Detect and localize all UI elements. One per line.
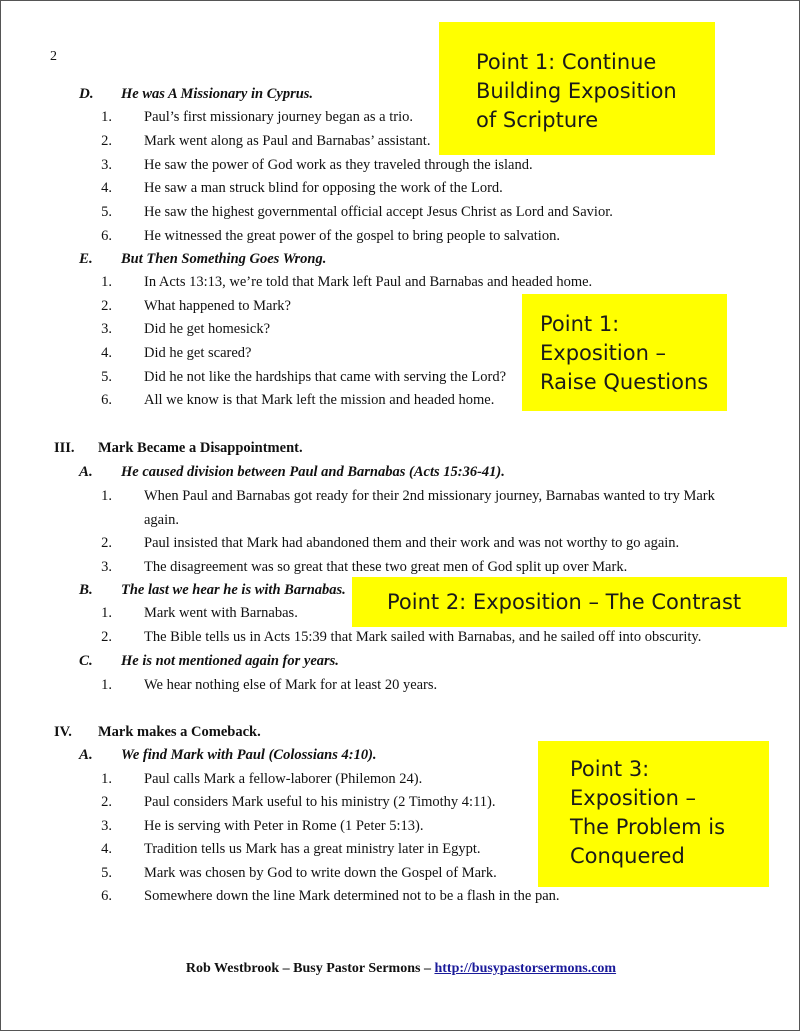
list-number: 2. [101,535,112,551]
section-d-letter: D. [79,86,94,102]
section-iii-b-title: The last we hear he is with Barnabas. [121,582,346,598]
list-number: 5. [101,204,112,220]
list-number: 2. [101,133,112,149]
list-item: He saw the highest governmental official accept Jesus Christ as Lord and Savior. [144,204,613,220]
list-number: 1. [101,274,112,290]
note-line: Exposition – [570,786,697,810]
list-number: 3. [101,157,112,173]
list-item: We hear nothing else of Mark for at least 20 years. [144,677,438,693]
list-item: The disagreement was so great that these two great men of God split up over Mark. [144,559,628,575]
list-item: Mark went with Barnabas. [144,605,298,621]
list-item-continuation: again. [144,512,180,528]
list-item: Tradition tells us Mark has a great ministry later in Egypt. [144,841,481,857]
list-number: 5. [101,865,112,881]
list-number: 6. [101,228,112,244]
section-e-letter: E. [79,251,93,267]
list-number: 1. [101,488,112,504]
list-number: 4. [101,180,112,196]
list-item: Somewhere down the line Mark determined not to be a flash in the pan. [144,888,560,904]
note-line: Raise Questions [540,370,709,394]
list-item: Did he get homesick? [144,321,271,337]
annotation-note-4 [538,741,769,887]
list-item: Did he get scared? [144,345,252,361]
section-iv-numeral: IV. [54,724,72,740]
list-number: 3. [101,818,112,834]
list-number: 2. [101,298,112,314]
section-iv-a-title: We find Mark with Paul (Colossians 4:10). [121,747,377,763]
list-number: 2. [101,629,112,645]
list-number: 1. [101,771,112,787]
section-iii-b-letter: B. [79,582,93,598]
annotation-note-1 [439,22,715,155]
list-item: Paul insisted that Mark had abandoned them and their work and was not worthy to go again. [144,535,680,551]
note-line: Point 1: Continue [476,50,657,74]
note-line: Point 2: Exposition – The Contrast [387,590,742,614]
list-item: Mark was chosen by God to write down the Gospel of Mark. [144,865,497,881]
note-line: Conquered [570,844,685,868]
list-item: Mark went along as Paul and Barnabas’ assistant. [144,133,431,149]
footer-link[interactable]: http://busypastorsermons.com [434,961,617,976]
list-item: When Paul and Barnabas got ready for their 2nd missionary journey, Barnabas wanted to try Mark [144,488,715,504]
list-item: The Bible tells us in Acts 15:39 that Mark sailed with Barnabas, and he sailed off into obscurity. [144,629,702,645]
section-iv-title: Mark makes a Comeback. [98,724,261,740]
section-iii-a-title: He caused division between Paul and Barnabas (Acts 15:36-41). [121,464,505,480]
note-line: Exposition – [540,341,667,365]
note-line: Point 1: [540,312,620,336]
annotation-note-3 [352,577,787,627]
note-line: Building Exposition [476,79,677,103]
list-number: 6. [101,392,112,408]
note-line: The Problem is [570,815,726,839]
list-number: 1. [101,605,112,621]
list-item: In Acts 13:13, we’re told that Mark left Paul and Barnabas and headed home. [144,274,593,290]
note-line: Point 3: [570,757,650,781]
list-number: 1. [101,677,112,693]
annotation-note-2 [522,294,727,411]
section-iii-a-letter: A. [79,464,93,480]
list-item: What happened to Mark? [144,298,291,314]
note-line: of Scripture [476,108,599,132]
list-item: He saw the power of God work as they traveled through the island. [144,157,533,173]
footer-author: Rob Westbrook – Busy Pastor Sermons – [185,961,435,976]
list-number: 5. [101,369,112,385]
section-d-title: He was A Missionary in Cyprus. [121,86,314,102]
list-number: 6. [101,888,112,904]
section-iii-c-title: He is not mentioned again for years. [121,653,339,669]
list-item: He witnessed the great power of the gospel to bring people to salvation. [144,228,560,244]
list-number: 1. [101,109,112,125]
list-item: All we know is that Mark left the mission and headed home. [144,392,495,408]
section-e-title: But Then Something Goes Wrong. [121,251,327,267]
section-iii-numeral: III. [54,440,75,456]
list-item: Paul’s first missionary journey began as a trio. [144,109,414,125]
list-item: He saw a man struck blind for opposing the work of the Lord. [144,180,503,196]
list-number: 2. [101,794,112,810]
list-item: Did he not like the hardships that came with serving the Lord? [144,369,507,385]
list-item: Paul calls Mark a fellow-laborer (Philemon 24). [144,771,423,787]
section-iii-c-letter: C. [79,653,93,669]
section-iii-title: Mark Became a Disappointment. [98,440,303,456]
list-number: 3. [101,321,112,337]
list-item: He is serving with Peter in Rome (1 Peter 5:13). [144,818,424,834]
list-number: 4. [101,841,112,857]
footer [1,961,800,977]
list-item: Paul considers Mark useful to his ministry (2 Timothy 4:11). [144,794,496,810]
list-number: 4. [101,345,112,361]
list-number: 3. [101,559,112,575]
page-number: 2 [50,49,57,64]
section-iv-a-letter: A. [79,747,93,763]
